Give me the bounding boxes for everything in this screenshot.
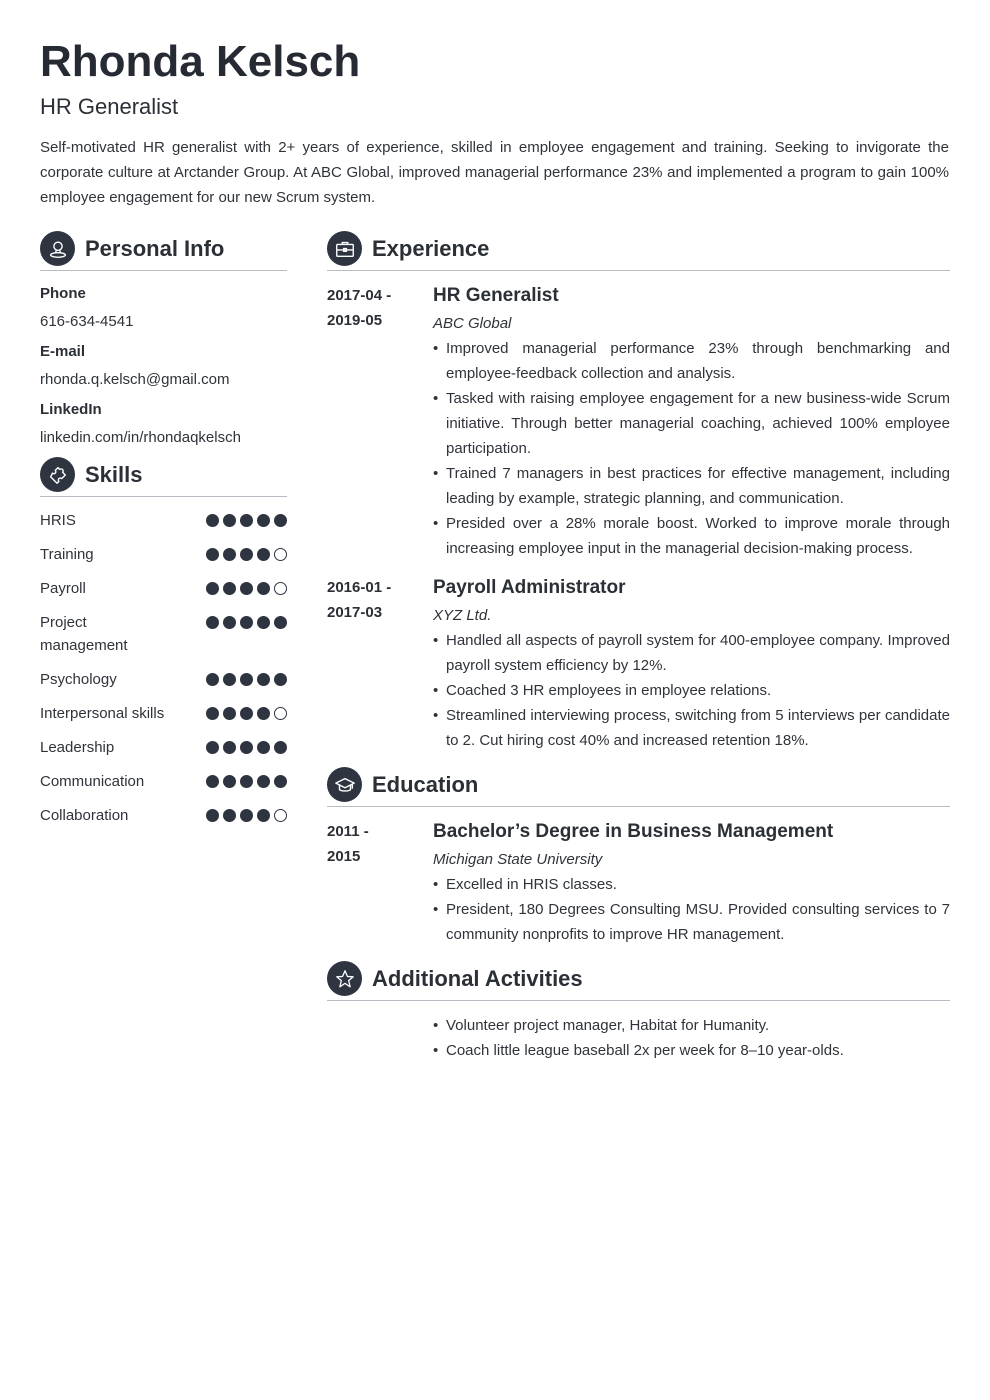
phone-field [40,283,287,333]
date-end: 2015 [327,848,361,865]
company-name: ABC Global [433,315,512,332]
rating-dot-filled [274,775,287,788]
rating-dot-filled [274,514,287,527]
bullet-item: • Coach little league baseball 2x per week for 8–10 year-olds. [433,1038,950,1063]
rating-dot-filled [223,616,236,629]
date-start: 2016-01 - [327,579,392,596]
bullet-item: • Coached 3 HR employees in employee relations. [433,678,950,703]
phone-value: 616-634-4541 [40,313,134,330]
skill-row [40,804,287,827]
email-label: E-mail [40,343,86,360]
activities-header [327,961,950,1001]
rating-dot-filled [240,673,253,686]
school-name: Michigan State University [433,851,603,868]
rating-dot-filled [206,514,219,527]
skill-rating [206,509,287,527]
entry-body [433,283,950,561]
company-name: XYZ Ltd. [433,607,492,624]
bullet-item: • Volunteer project manager, Habitat for Humanity. [433,1013,950,1038]
rating-dot-filled [223,741,236,754]
candidate-title: HR Generalist [40,94,179,119]
degree-title: Bachelor’s Degree in Business Management [433,821,834,842]
rating-dot-filled [274,741,287,754]
rating-dot-filled [257,775,270,788]
rating-dot-empty [274,707,287,720]
education-entry [327,819,950,947]
phone-label: Phone [40,285,86,302]
rating-dot-filled [223,673,236,686]
bullet-list [433,1013,950,1063]
graduation-cap-icon [327,767,362,802]
rating-dot-filled [206,616,219,629]
rating-dot-filled [274,673,287,686]
skill-rating [206,543,287,561]
skill-row [40,611,287,657]
experience-entry [327,575,950,753]
rating-dot-filled [206,809,219,822]
job-title: Payroll Administrator [433,577,626,598]
rating-dot-filled [206,707,219,720]
rating-dot-filled [257,548,270,561]
rating-dot-empty [274,548,287,561]
job-title: HR Generalist [433,285,559,306]
education-title: Education [372,771,479,797]
skill-rating [206,736,287,754]
rating-dot-filled [223,548,236,561]
left-column [40,231,287,838]
skill-name: HRIS [40,512,76,529]
email-field [40,341,287,391]
skill-row [40,543,287,566]
email-value: rhonda.q.kelsch@gmail.com [40,371,230,388]
rating-dot-filled [240,809,253,822]
rating-dot-empty [274,809,287,822]
rating-dot-filled [257,582,270,595]
skill-name: Interpersonal skills [40,705,165,722]
entry-date [327,819,433,947]
rating-dot-filled [223,809,236,822]
skill-row [40,577,287,600]
rating-dot-filled [257,616,270,629]
skill-row [40,736,287,759]
rating-dot-filled [257,809,270,822]
skill-rating [206,611,287,629]
rating-dot-filled [257,741,270,754]
bullet-list [433,628,950,753]
rating-dot-filled [240,548,253,561]
bullet-item: • President, 180 Degrees Consulting MSU. Provided consulting services to 7 community nonprofits to improve HR management. [433,897,950,947]
bullet-list [433,336,950,561]
skills-list [40,509,287,827]
skill-rating [206,702,287,720]
rating-dot-filled [223,582,236,595]
rating-dot-filled [240,514,253,527]
puzzle-icon [40,457,75,492]
skill-name: Collaboration [40,807,129,824]
candidate-name: Rhonda Kelsch [40,37,361,86]
rating-dot-filled [223,707,236,720]
rating-dot-filled [240,775,253,788]
skill-name: Leadership [40,739,115,756]
education-header [327,767,950,807]
briefcase-icon [327,231,362,266]
date-end: 2019-05 [327,312,383,329]
skill-row [40,668,287,691]
date-end: 2017-03 [327,604,383,621]
date-start: 2017-04 - [327,287,392,304]
rating-dot-filled [206,582,219,595]
skill-row [40,770,287,793]
bullet-item: • Presided over a 28% morale boost. Worked to improve morale through increasing employee input in the managerial decision-making process. [433,511,950,561]
summary-paragraph: Self-motivated HR generalist with 2+ years of experience, skilled in employee engagement and training. Seeking to invigorate the corporate culture at Arctander Group. At ABC Global, improved managerial performance 23% and implemented a program to gain 100% employee engagement for our new Scrum system. [40,139,949,206]
rating-dot-filled [240,741,253,754]
skill-row [40,509,287,532]
skills-header [40,457,287,497]
right-column [327,231,950,1063]
skill-row [40,702,287,725]
activities-body [433,1013,950,1063]
linkedin-value: linkedin.com/in/rhondaqkelsch [40,429,241,446]
experience-entry [327,283,950,561]
experience-header [327,231,950,271]
skill-rating [206,668,287,686]
skills-title: Skills [85,461,143,487]
bullet-item: • Tasked with raising employee engagement for a new business-wide Scrum initiative. Through better managerial coaching, achieved 100% employee participation. [433,386,950,461]
skill-name: Project management [40,614,128,654]
skill-name: Communication [40,773,145,790]
rating-dot-filled [257,707,270,720]
experience-title: Experience [372,235,490,261]
linkedin-label: LinkedIn [40,401,102,418]
bullet-item: • Improved managerial performance 23% through benchmarking and employee-feedback collection and analysis. [433,336,950,386]
rating-dot-filled [223,775,236,788]
linkedin-field [40,399,287,449]
activities-title: Additional Activities [372,965,583,991]
skill-name: Training [40,546,94,563]
rating-dot-filled [223,514,236,527]
rating-dot-filled [257,514,270,527]
bullet-item: • Streamlined interviewing process, switching from 5 interviews per candidate to 2. Cut hiring cost 40% and increased retention 18%. [433,703,950,753]
bullet-item: • Excelled in HRIS classes. [433,872,950,897]
rating-dot-filled [257,673,270,686]
rating-dot-empty [274,582,287,595]
rating-dot-filled [206,775,219,788]
rating-dot-filled [206,741,219,754]
personal-info-header [40,231,287,271]
bullet-item: • Handled all aspects of payroll system for 400-employee company. Improved payroll system efficiency by 12%. [433,628,950,678]
date-start: 2011 - [327,823,369,840]
entry-body [433,575,950,753]
rating-dot-filled [240,582,253,595]
rating-dot-filled [240,616,253,629]
skill-rating [206,770,287,788]
entry-date [327,575,433,753]
personal-info-title: Personal Info [85,235,225,261]
rating-dot-filled [240,707,253,720]
bullet-item: • Trained 7 managers in best practices for effective management, including leading by example, strategic planning, and communication. [433,461,950,511]
skill-name: Payroll [40,580,86,597]
star-icon [327,961,362,996]
entry-date [327,283,433,561]
skill-rating [206,577,287,595]
skill-name: Psychology [40,671,117,688]
skill-rating [206,804,287,822]
rating-dot-filled [206,548,219,561]
entry-body [433,819,950,947]
rating-dot-filled [274,616,287,629]
bullet-list [433,872,950,947]
user-icon [40,231,75,266]
rating-dot-filled [206,673,219,686]
